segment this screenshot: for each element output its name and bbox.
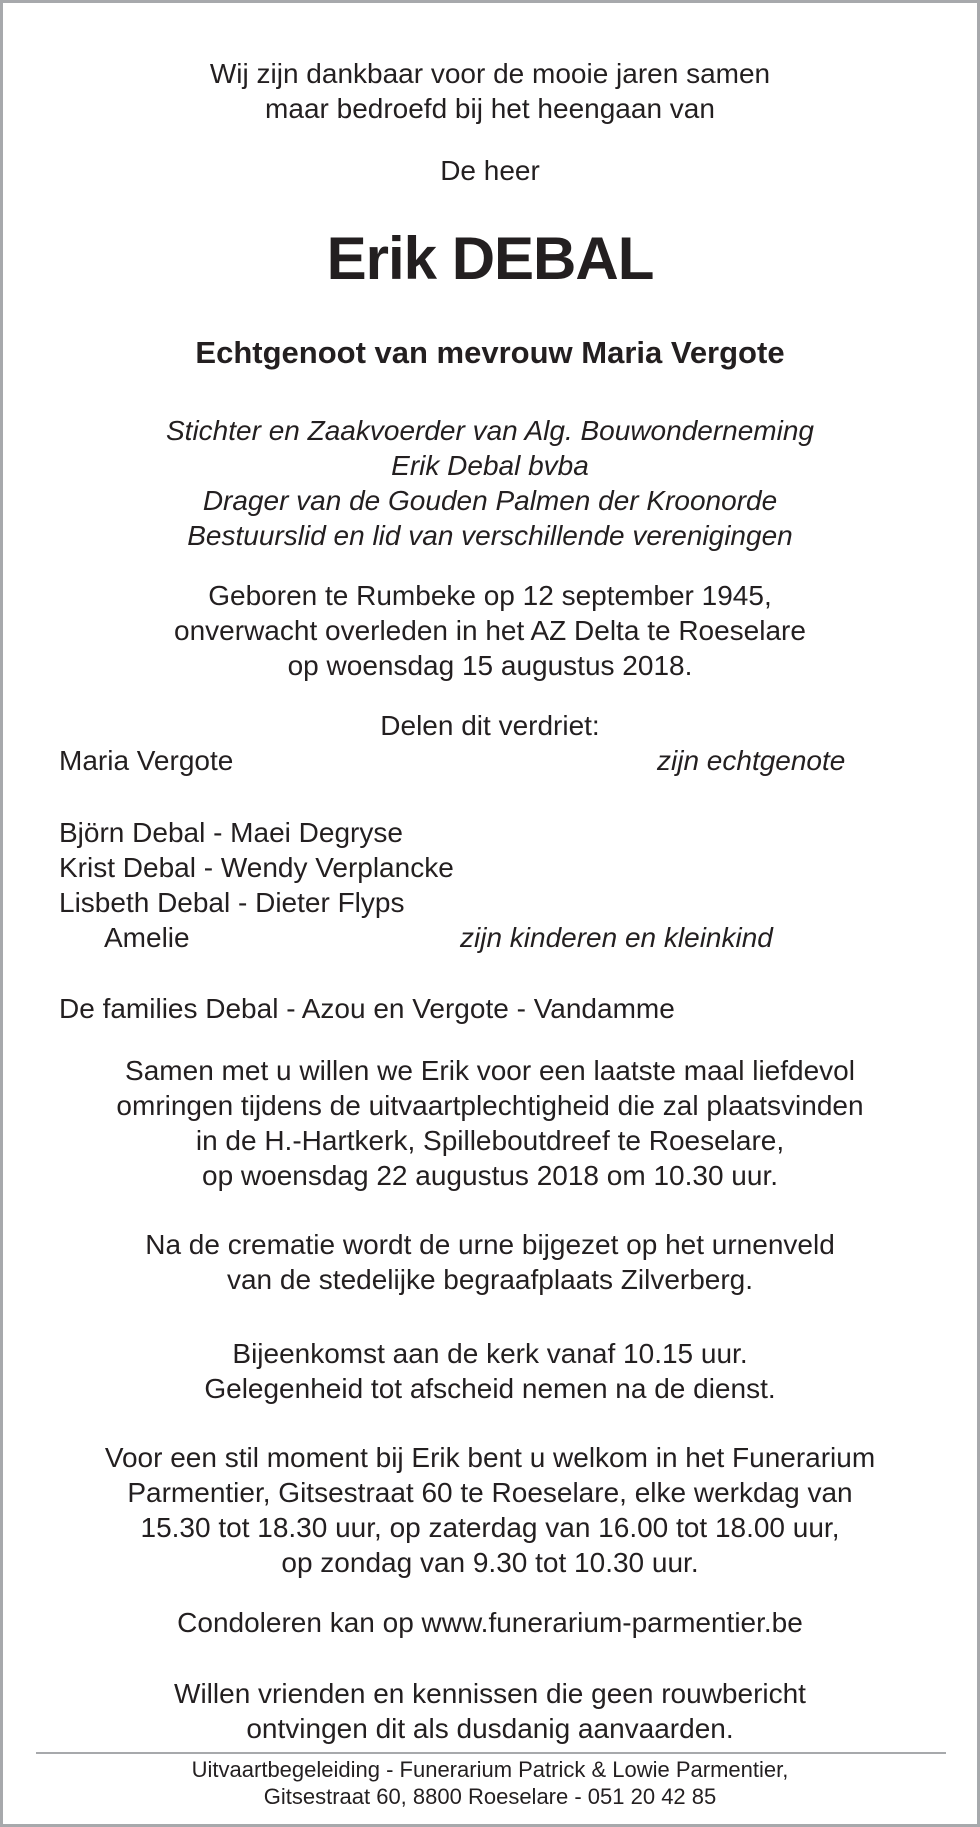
visiting-line: 15.30 tot 18.30 uur, op zaterdag van 16.00 tot 18.00 uur, — [140, 1512, 840, 1543]
condolences-line: Condoleren kan op www.funerarium-parmentier.be — [177, 1607, 803, 1638]
families-line: De families Debal - Azou en Vergote - Vandamme — [59, 993, 675, 1024]
title-line: Stichter en Zaakvoerder van Alg. Bouwonderneming — [166, 415, 814, 446]
spouse-name: Maria Vergote — [59, 745, 234, 776]
title-line: Bestuurslid en lid van verschillende verenigingen — [187, 520, 793, 551]
visiting-line: Voor een stil moment bij Erik bent u welkom in het Funerarium — [104, 1442, 876, 1473]
intro-line: Wij zijn dankbaar voor de mooie jaren samen — [209, 58, 771, 89]
ceremony-line: omringen tijdens de uitvaartplechtigheid die zal plaatsvinden — [116, 1090, 864, 1121]
notice-line: ontvingen dit als dusdanig aanvaarden. — [246, 1713, 734, 1744]
child-entry: Lisbeth Debal - Dieter Flyps — [59, 887, 405, 918]
grandchild-entry: Amelie — [104, 922, 190, 953]
gathering-line: Gelegenheid tot afscheid nemen na de dienst. — [204, 1373, 776, 1404]
urn-line: van de stedelijke begraafplaats Zilverberg. — [226, 1264, 754, 1295]
honorific: De heer — [440, 155, 540, 186]
child-entry: Krist Debal - Wendy Verplancke — [59, 852, 454, 883]
birth-death-line: op woensdag 15 augustus 2018. — [287, 650, 693, 681]
visiting-line: Parmentier, Gitsestraat 60 te Roeselare, elke werkdag van — [127, 1477, 853, 1508]
title-line: Drager van de Gouden Palmen der Kroonorde — [202, 485, 778, 516]
gathering-line: Bijeenkomst aan de kerk vanaf 10.15 uur. — [232, 1338, 748, 1369]
footer-divider — [36, 1752, 946, 1754]
footer-line: Gitsestraat 60, 8800 Roeselare - 051 20 42 85 — [263, 1784, 717, 1809]
urn-line: Na de crematie wordt de urne bijgezet op het urnenveld — [145, 1229, 835, 1260]
birth-death-line: onverwacht overleden in het AZ Delta te Roeselare — [174, 615, 806, 646]
ceremony-line: op woensdag 22 augustus 2018 om 10.30 uur. — [202, 1160, 778, 1191]
ceremony-line: in de H.-Hartkerk, Spilleboutdreef te Roeselare, — [195, 1125, 785, 1156]
birth-death-line: Geboren te Rumbeke op 12 september 1945, — [208, 580, 772, 611]
spouse-role: zijn echtgenote — [657, 745, 846, 776]
spouse-line: Echtgenoot van mevrouw Maria Vergote — [195, 335, 785, 370]
ceremony-line: Samen met u willen we Erik voor een laatste maal liefdevol — [125, 1055, 855, 1086]
mourners-heading: Delen dit verdriet: — [380, 710, 600, 741]
notice-line: Willen vrienden en kennissen die geen rouwbericht — [174, 1678, 806, 1709]
footer-line: Uitvaartbegeleiding - Funerarium Patrick & Lowie Parmentier, — [191, 1757, 789, 1782]
visiting-line: op zondag van 9.30 tot 10.30 uur. — [281, 1547, 699, 1578]
children-role: zijn kinderen en kleinkind — [460, 922, 773, 953]
child-entry: Björn Debal - Maei Degryse — [59, 817, 403, 848]
intro-line: maar bedroefd bij het heengaan van — [265, 93, 715, 124]
deceased-name: Erik DEBAL — [326, 225, 654, 292]
title-line: Erik Debal bvba — [391, 450, 589, 481]
